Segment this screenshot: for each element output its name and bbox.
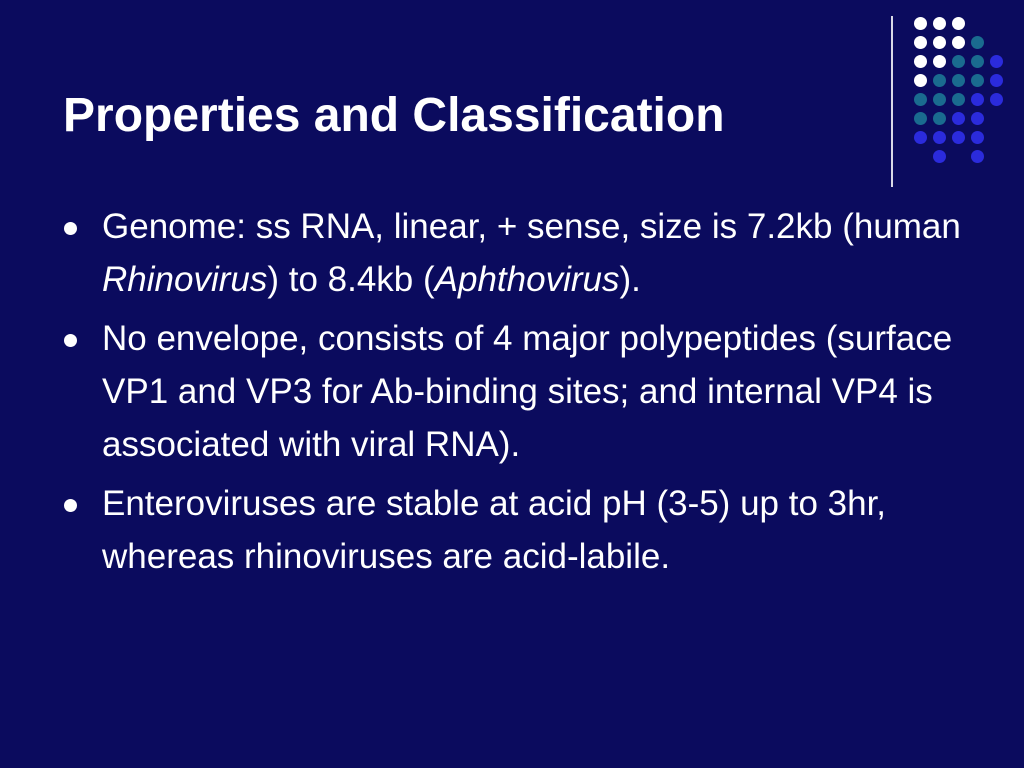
decorative-dot xyxy=(914,36,927,49)
text-run: No envelope, consists of 4 major polypeptides (surface VP1 and VP3 for Ab-binding sites; and internal VP4 is associated with viral RNA). xyxy=(102,319,953,464)
decorative-dot xyxy=(933,150,946,163)
decorative-dot xyxy=(914,131,927,144)
text-run: ). xyxy=(619,260,641,299)
italic-text: Aphthovirus xyxy=(434,260,620,299)
decorative-dot xyxy=(952,36,965,49)
decorative-dot xyxy=(952,93,965,106)
decorative-dot xyxy=(952,55,965,68)
text-run: Genome: ss RNA, linear, + sense, size is 7.2kb (human xyxy=(102,207,961,246)
bullet-item xyxy=(64,200,964,306)
decorative-dot xyxy=(952,74,965,87)
decorative-dot xyxy=(914,55,927,68)
text-run: ) to 8.4kb ( xyxy=(267,260,435,299)
bullet-dot-icon xyxy=(64,222,77,235)
decorative-dot xyxy=(933,36,946,49)
slide-title: Properties and Classification xyxy=(63,89,725,142)
decorative-dot xyxy=(914,93,927,106)
decorative-dot xyxy=(914,112,927,125)
decorative-dot xyxy=(990,74,1003,87)
bullet-list xyxy=(64,200,964,589)
decorative-dot xyxy=(914,17,927,30)
decorative-dot xyxy=(933,74,946,87)
decorative-dot xyxy=(933,93,946,106)
title-divider xyxy=(891,16,893,187)
bullet-text xyxy=(102,207,961,299)
bullet-dot-icon xyxy=(64,334,77,347)
bullet-text xyxy=(102,484,886,576)
decorative-dot xyxy=(990,55,1003,68)
bullet-text xyxy=(102,319,952,464)
decorative-dot xyxy=(971,112,984,125)
decorative-dot xyxy=(971,93,984,106)
decorative-dot xyxy=(971,36,984,49)
decorative-dot xyxy=(990,93,1003,106)
decorative-dot xyxy=(933,131,946,144)
text-run: Enteroviruses are stable at acid pH (3-5) up to 3hr, whereas rhinoviruses are acid-labile. xyxy=(102,484,887,576)
decorative-dot xyxy=(914,74,927,87)
decorative-dot xyxy=(971,131,984,144)
decorative-dot xyxy=(933,55,946,68)
decorative-dot xyxy=(952,112,965,125)
decorative-dot xyxy=(933,17,946,30)
italic-text: Rhinovirus xyxy=(102,260,268,299)
bullet-dot-icon xyxy=(64,499,77,512)
decorative-dot xyxy=(971,74,984,87)
bullet-item xyxy=(64,477,964,583)
decorative-dot xyxy=(971,55,984,68)
decorative-dot xyxy=(952,131,965,144)
decorative-dot xyxy=(952,17,965,30)
decorative-dot xyxy=(933,112,946,125)
bullet-item xyxy=(64,312,964,471)
decorative-dot xyxy=(971,150,984,163)
